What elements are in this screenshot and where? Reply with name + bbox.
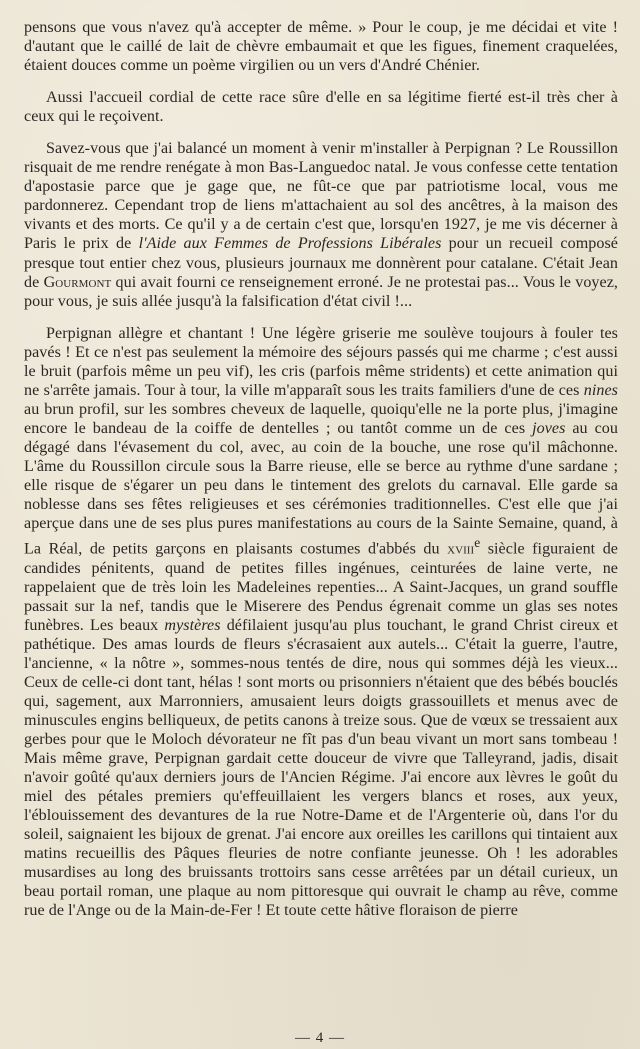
paragraph-welcome bbox=[24, 88, 618, 126]
prize-title: l'Aide aux Femmes de Professions Libérales bbox=[138, 235, 442, 253]
paragraph-text: qui avait fourni ce renseignement erroné. Je ne protestai pas... Vous le voyez, pour vous, je suis allée jusqu'à la falsification d'état civil !... bbox=[24, 273, 618, 310]
paragraph-text: Savez-vous que j'ai balancé un moment à venir m'installer à Perpignan ? Le Roussillon risquait de me rendre renégate à mon Bas-Languedoc natal. Je vous confesse cette tentation d'apostasie parce que je gage que, ne fût-ce que par patriotisme local, vous me pardonnerez. Cependant trop de liens m'attachaient au sol des ancêtres, à la maison des vivants et des morts. Ce qu'il y a de certain c'est que, lorsqu'en 1927, je me vis décerner à Paris le prix de bbox=[24, 140, 618, 253]
paragraph-text: défilaient jusqu'au plus touchant, le grand Christ cireux et pathétique. Des amas lourds de fleurs s'écrasaient aux autels... C'était la guerre, l'autre, l'ancienne, « la nôtre », sommes-nous tentés de dire, nous qui sommes déjà les vieux... Ceux de celle-ci dont tant, hélas ! sont morts ou prisonniers n'étaient que des bébés bouclés qui, sagement, aux Marronniers, amusaient leurs doigts grassouillets et menus avec de minuscules engins belliqueux, de petits canons à treize sous. Que de vœux se tressaient aux gerbes pour que le Moloch dévorateur ne fît pas d'un beau vivant un mort sans tombeau ! Mais même grave, Perpignan gardait cette douceur de vivre que Talleyrand, jadis, disait n'avoir goûté qu'aux derniers jours de l'Ancien Régime. J'ai encore aux lèvres le goût du miel des pétales premiers qu'effeuillaient les vergers blancs et roses, aux yeux, l'éblouissement des devantures de la rue Notre-Dame et de l'Argenterie où, dans l'or du soleil, saignaient les bijoux de grenat. J'ai encore aux oreilles les carillons qui tintaient aux matins recueillis des Pâques fleuries de notre confiante jeunesse. Oh ! les adorables musardises au long des bruissants trottoirs sans cesse arrêtées par un détail curieux, un beau portail roman, une plaque au nom pittoresque qui ouvrait le champ au rêve, comme rue de l'Ange ou de la Main-de-Fer ! Et toute cette hâtive floraison de pierre bbox=[24, 616, 618, 920]
paragraph-continued bbox=[24, 18, 618, 75]
italic-word: joves bbox=[532, 419, 566, 437]
paragraph-perpignan-city bbox=[24, 324, 618, 921]
italic-word: nines bbox=[583, 381, 618, 399]
paragraph-perpignan-install bbox=[24, 139, 618, 310]
paragraph-text: Aussi l'accueil cordial de cette race sûre d'elle en sa légitime fierté est-il très cher à ceux qui le reçoivent. bbox=[24, 89, 618, 126]
body-text bbox=[24, 18, 618, 920]
century-suffix: e bbox=[474, 535, 481, 551]
page-number: — 4 — bbox=[295, 1030, 345, 1046]
paragraph-text: au cou dégagé dans l'évasement du col, avec, au coin de la bouche, une rose qu'il mâchonne. L'âme du Roussillon circule sous la Barre rieuse, elle se berce au rythme d'une sardane ; elle risque de s'égarer un peu dans le tintement des grelots du carnaval. Elle garde sa noblesse dans ses fêtes religieuses et ses cérémonies traditionnelles. C'est elle que j'ai aperçue dans une de ses plus pures manifestations au cours de la Sainte Semaine, quand, à La Réal, de petits garçons en plaisants costumes d'abbés du bbox=[24, 419, 618, 558]
paragraph-text: pensons que vous n'avez qu'à accepter de même. » Pour le coup, je me décidai et vite ! d'autant que le caillé de lait de chèvre embaumait et que les figues, finement craquelées, étaient douces comme un poème virgilien ou un vers d'André Chénier. bbox=[24, 19, 618, 75]
paragraph-text: pour un recueil composé presque tout entier chez vous, plusieurs journaux me donnèrent pour catalane. C'était Jean de bbox=[24, 235, 618, 291]
paragraph-text: siècle figuraient de candides pénitents, quand de petites filles ingénues, ceinturées de laine verte, ne rappelaient que de très loin les Madeleines repenties... A Saint-Jacques, un grand souffle passait sur la nef, tandis que le Miserere des Pendus égrenait comme un glas ses notes funèbres. Les beaux bbox=[24, 540, 618, 634]
century-numeral: xviii bbox=[447, 540, 475, 558]
italic-word: mystères bbox=[164, 616, 221, 634]
paragraph-text: Perpignan allègre et chantant ! Une légère griserie me soulève toujours à fouler tes pavés ! Et ce n'est pas seulement la mémoire des séjours passés qui me charme ; c'est aussi le bruit (parfois même un peu vif), les cris (parfois même stridents) et cette animation qui ne s'arrête jamais. Tour à tour, la ville m'apparaît sous les traits familiers d'une de ces bbox=[24, 324, 618, 399]
author-name: Gourmont bbox=[43, 273, 112, 291]
paragraph-text: au brun profil, sur les sombres cheveux de laquelle, quoiqu'elle ne la porte plus, j'imagine encore le bandeau de la coiffe de dentelles ; ou tantôt comme un de ces bbox=[24, 400, 618, 437]
